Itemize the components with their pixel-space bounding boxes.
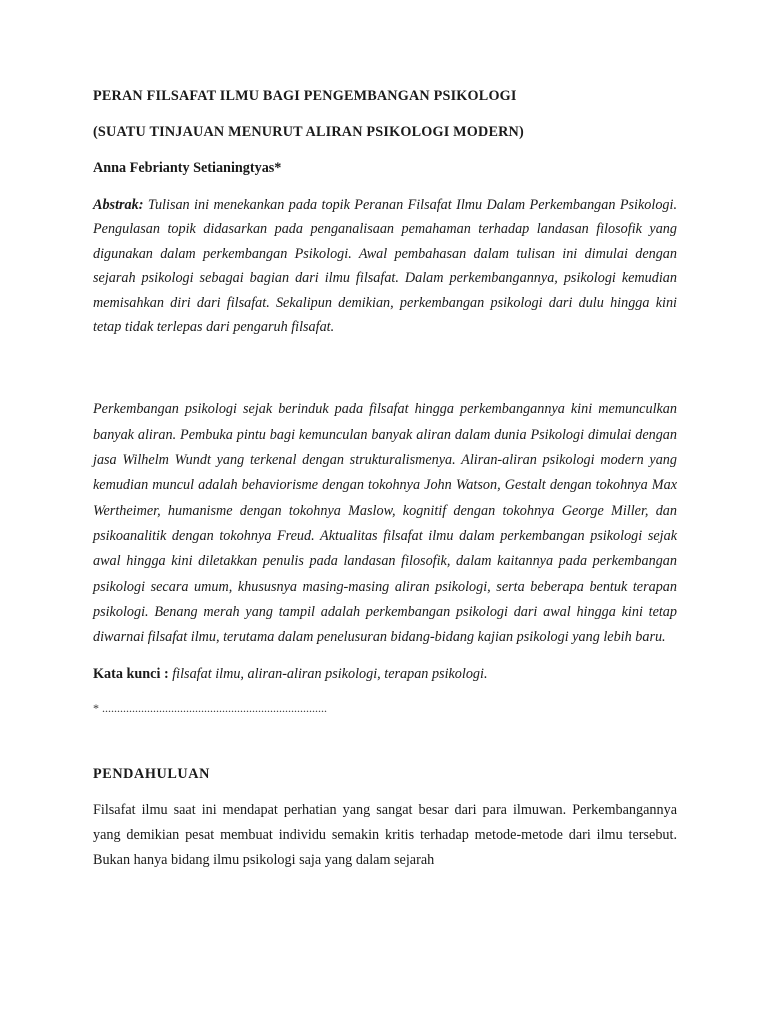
author-name: Anna Febrianty Setianingtyas* [93,160,282,176]
section-title-pendahuluan: PENDAHULUAN [93,766,210,783]
keywords-line [93,664,677,684]
document-subtitle: (SUATU TINJAUAN MENURUT ALIRAN PSIKOLOGI MODERN) [93,124,524,140]
author-footnote: * ........................................................................... [93,701,327,716]
document-title: PERAN FILSAFAT ILMU BAGI PENGEMBANGAN PSIKOLOGI [93,88,517,104]
abstract-paragraph [93,193,677,339]
keywords-label: Kata kunci : [93,666,169,683]
intro-paragraph: Filsafat ilmu saat ini mendapat perhatian yang sangat besar dari para ilmuwan. Perkembangannya yang demikian pesat membuat individu semakin kritis terhadap metode-metode dari ilmu tersebut. Bukan hanya bidang ilmu psikologi saja yang dalam sejarah [93,802,677,869]
abstract-paragraph-2: Perkembangan psikologi sejak berinduk pada filsafat hingga perkembangannya kini memunculkan banyak aliran. Pembuka pintu bagi kemunculan banyak aliran dalam dunia Psikologi dimulai dengan jasa Wilhelm Wundt yang terkenal dengan strukturalismenya. Aliran-aliran psikologi modern yang kemudian muncul adalah behaviorisme dengan tokohnya John Watson, Gestalt dengan tokohnya Max Wertheimer, humanisme dengan tokohnya Maslow, kognitif dengan tokohnya George Miller, dan psikoanalitik dengan tokohnya Freud. Aktualitas filsafat ilmu dalam perkembangan psikologi sejak awal hingga kini diletakkan penulis pada landasan filosofik, dalam kaitannya pada perkembangan psikologi secara umum, khususnya masing-masing aliran psikologi, serta beberapa bentuk terapan psikologi. Benang merah yang tampil adalah perkembangan psikologi dari awal hingga kini tetap diwarnai filsafat ilmu, terutama dalam penelusuran bidang-bidang kajian psikologi yang lebih baru. [93,401,677,646]
abstract-text: Tulisan ini menekankan pada topik Peranan Filsafat Ilmu Dalam Perkembangan Psikologi. Pengulasan topik didasarkan pada penganalisaan pemahaman terhadap landasan filosofik yang digunakan dalam perkembangan Psikologi. Awal pembahasan dalam tulisan ini dimulai dengan sejarah psikologi sebagai bagian dari ilmu filsafat. Dalam perkembangannya, psikologi kemudian memisahkan diri dari filsafat. Sekalipun demikian, perkembangan psikologi dari dulu hingga kini tetap tidak terlepas dari pengaruh filsafat. [93,197,677,336]
abstract-label: Abstrak: [93,197,144,213]
keywords-text: filsafat ilmu, aliran-aliran psikologi, terapan psikologi. [172,666,488,683]
